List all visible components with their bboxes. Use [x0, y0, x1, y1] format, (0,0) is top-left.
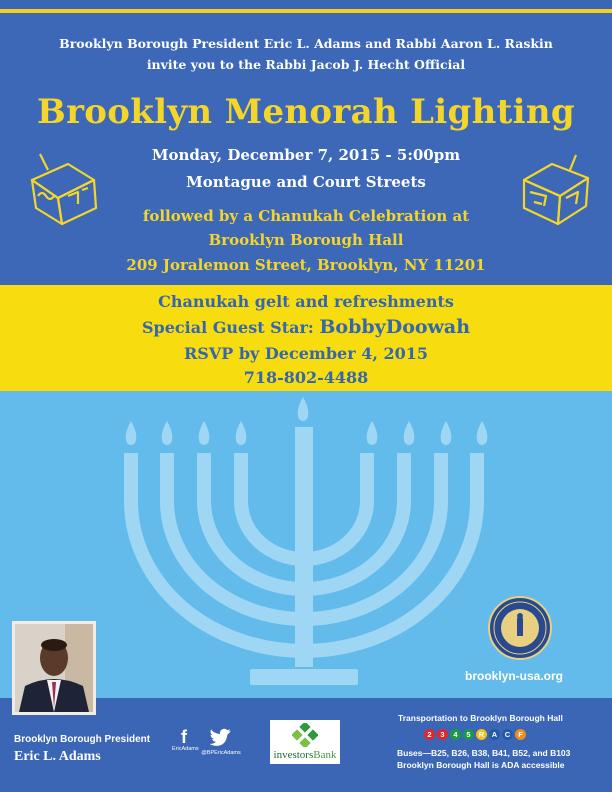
- train-c-icon: C: [502, 729, 513, 740]
- ada-note: Brooklyn Borough Hall is ADA accessible: [397, 760, 565, 770]
- borough-president-photo: [12, 621, 96, 715]
- train-4-icon: 4: [450, 729, 461, 740]
- gelt-line: Chanukah gelt and refreshments: [158, 292, 454, 311]
- train-5-icon: 5: [463, 729, 474, 740]
- brooklyn-seal-icon: [488, 596, 552, 660]
- gold-rule: [0, 9, 612, 13]
- bank-logo-icon: [292, 723, 318, 747]
- event-title: Brooklyn Menorah Lighting: [37, 92, 575, 132]
- bp-name: Eric L. Adams: [14, 749, 101, 764]
- rsvp-line: RSVP by December 4, 2015: [184, 344, 428, 363]
- facebook-icon: f: [181, 727, 187, 747]
- twitter-handle: @BPEricAdams: [201, 750, 241, 756]
- dreidel-left-icon: [24, 150, 102, 232]
- guest-name: BobbyDoowah: [319, 316, 471, 338]
- train-2-icon: 2: [424, 729, 435, 740]
- facebook-link[interactable]: [172, 727, 199, 752]
- train-3-icon: 3: [437, 729, 448, 740]
- website-link[interactable]: brooklyn-usa.org: [465, 669, 564, 683]
- dreidel-right-icon: [518, 152, 594, 232]
- guest-prefix: Special Guest Star:: [141, 318, 320, 337]
- invite-line-1: Brooklyn Borough President Eric L. Adams and Rabbi Aaron L. Raskin: [59, 36, 553, 51]
- bank-name-part-1: investors: [273, 749, 314, 761]
- twitter-link[interactable]: [198, 728, 244, 756]
- celebration-line-1: followed by a Chanukah Celebration at: [142, 207, 470, 225]
- event-date-time: Monday, December 7, 2015 - 5:00pm: [151, 146, 461, 164]
- phone-number: 718-802-4488: [243, 368, 369, 387]
- guest-line: [0, 316, 612, 338]
- train-a-icon: A: [489, 729, 500, 740]
- celebration-address: 209 Joralemon Street, Brooklyn, NY 11201: [126, 256, 486, 274]
- bp-title: Brooklyn Borough President: [14, 734, 151, 745]
- menorah-icon: [100, 391, 520, 698]
- celebration-venue: Brooklyn Borough Hall: [208, 231, 404, 249]
- bus-lines: Buses—B25, B26, B38, B41, B52, and B103: [397, 748, 571, 758]
- train-lines: [424, 729, 554, 741]
- transport-title: Transportation to Brooklyn Borough Hall: [398, 713, 563, 723]
- twitter-icon: [210, 728, 232, 746]
- bank-name: [270, 749, 340, 761]
- facebook-handle: EricAdams: [172, 746, 199, 752]
- event-location: Montague and Court Streets: [186, 173, 426, 191]
- train-r-icon: R: [476, 729, 487, 740]
- investors-bank-logo: [270, 720, 340, 764]
- train-f-icon: F: [515, 729, 526, 740]
- bank-name-part-2: Bank: [313, 749, 337, 761]
- invite-line-2: invite you to the Rabbi Jacob J. Hecht Official: [146, 57, 466, 72]
